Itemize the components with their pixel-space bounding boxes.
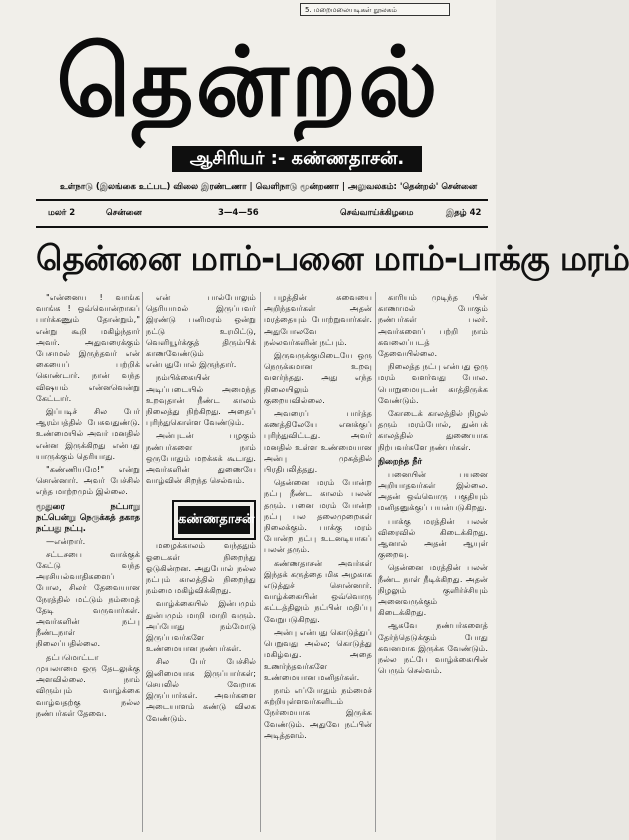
paragraph: "என்னைய ! வாங்க வாங்க ! ஒவ்வொன்றாகப் பார்க்கணும் தோன்றும்," என்று கூறி மகிழ்ந்தார் அவர். அதுவரைக்கும் பேசாமல் இருந்தவர் என் கையைப் பற்றிக் கொண்டார். நான் வந்த விஷயம் என்னவென்று கேட்டார். <box>36 292 140 403</box>
column-divider <box>142 292 143 832</box>
paragraph: தென்னை மரத்தின் பலன் நீண்ட நாள் நீடிக்கிறது. அதன் நிழலும் குளிர்ச்சியும் அனைவருக்கும் கிடைக்கிறது. <box>378 562 488 618</box>
top-rule <box>36 199 488 201</box>
column-divider <box>375 292 376 832</box>
column-divider <box>260 292 261 832</box>
paragraph: —என்றார். <box>46 535 86 546</box>
city-label: சென்னை <box>106 208 142 218</box>
headline: தென்னை மாம்-பனை மாம்-பாக்கு மரம் <box>36 239 629 279</box>
subheading: நிறைந்த நீர் <box>378 455 423 466</box>
paragraph: ஆகவே நண்பர்களைத் தேர்ந்தெடுக்கும் போது கவனமாக இருக்க வேண்டும். நல்ல நட்பே வாழ்க்கையின் பெரும் செல்வம். <box>378 620 488 676</box>
paragraph: பனையின் பயனை அறியாதவர்கள் இல்லை. அதன் ஒவ்வொரு பகுதியும் மனிதனுக்குப் பயன்படுகிறது. <box>378 468 488 513</box>
paragraph: இப்படிச் சில பேர் ஆரம்பத்தில் பேசுவதுண்டு. உண்மையில் அவர் மனதில் என்ன இருக்கிறது என்பது யாருக்கும் தெரியாது. <box>36 406 140 461</box>
paragraph: தட்பமொட்டா முயலாமை ஒரு தேடலுக்கு அளவில்லை. நாம் விரும்பும் வாழ்க்கை வாழ்வதற்கு நல்ல நண்பர்கள் தேவை. <box>36 651 140 718</box>
day-label: செவ்வாய்க்கிழமை <box>340 208 414 218</box>
paragraph: "கண்ணியமே!" என்று சொன்னார். அவர் பேச்சில் எந்த மாற்றமும் இல்லை. <box>36 464 140 497</box>
paragraph: இருவருக்குமிடையே ஒரு நெருக்கமான உறவு வளர்ந்தது. அது எந்த நிலையிலும் குறையவில்லை. <box>264 350 372 405</box>
volume-label: மலர் 2 <box>48 208 76 218</box>
paragraph: சில பேர் பேச்சில் இனிமையாக இருப்பார்கள்; செயலில் வேறாக இருப்பார்கள். அவர்களை அடையாளம் கண்டு விலக வேண்டும். <box>146 656 256 723</box>
paragraph: அன்புடன் பழகும் நண்பர்களை நாம் ஒருபோதும் மறக்கக் கூடாது. அவர்களின் துணையே வாழ்வின் சிறந்த செல்வம். <box>146 430 256 486</box>
author-badge-label: கண்ணதாசன் <box>178 506 250 534</box>
paragraph: அன்பு என்பது கொடுத்துப் பெறுவது அல்ல; கொடுத்து மகிழ்வது. அதை உணர்ந்தவர்களே உண்மையான மனிதர்கள். <box>264 626 372 682</box>
paragraph: என் பால்போலும் தெரியாமல் இருப்பவர் இரண்டு பனிமரம் ஒன்று நட்டு உரமிட்டு, வெளியூர்க்குத் திரும்பிக் காணவேண்டும் என்பதுபோல் இருந்தார். <box>146 292 256 370</box>
paragraph: அவரைப் பார்த்த கணத்திலேயே எனக்குப் புரிந்துவிட்டது. அவர் மனதில் உள்ள உண்மையான அன்பு முகத்தில் பிரதிபலித்தது. <box>264 408 372 475</box>
paragraph: நாம் எப்போதும் நம்மைச் சுற்றியுள்ளவர்களிடம் நேர்மையாக இருக்க வேண்டும். அதுவே நட்பின் அடித்தளம். <box>264 684 372 740</box>
paragraph: சட்டசபை வாக்குக் கேட்டு வந்த அரசியல்வாதிகளைப் போல, சிலர் தேவையான நேரத்தில் மட்டும் நம்மைத் தேடி வருவார்கள். அவர்களின் நட்பு நீண்டநாள் நிலைப்பதில்லை. <box>36 548 140 649</box>
article-column-3 <box>264 292 372 832</box>
paragraph: காரியம் முடிந்த பின் காணாமல் போகும் நண்பர்கள் பலர். அவர்களைப் பற்றி நாம் கவலைப்படத் தேவையில்லை. <box>378 292 488 359</box>
article-column-4 <box>378 292 488 832</box>
price-line: உள்நாடு (இலங்கை உட்பட) விலை இரண்டணா | வெளிநாடு மூன்றணா | அலுவலகம்: 'தென்றல்' சென்னை <box>60 182 478 192</box>
date-label: 3—4—56 <box>218 208 259 218</box>
paragraph: பழத்தின் சுவையை அறிந்தவர்கள் அதன் மரத்தையும் போற்றுவார்கள். அதுபோலவே நல்லவர்களின் நட்பும். <box>264 292 372 347</box>
article-column-2 <box>146 292 256 832</box>
paragraph: கண்ணதாசன் அவர்கள் இந்தக் கருத்தை மிக அழகாக எடுத்துச் சொன்னார். வாழ்க்கையின் ஒவ்வொரு கட்டத்திலும் நட்பின் மதிப்பு வேறுபடுகிறது. <box>264 557 372 624</box>
issue-info-row <box>48 205 488 221</box>
issue-number-label: இதழ் 42 <box>446 208 482 218</box>
paragraph: பாக்கு மரத்தின் பலன் விரைவில் கிடைக்கிறது. ஆனால் அதன் ஆயுள் குறைவு. <box>378 515 488 560</box>
subheading: மூதுரை நட்பாறு நட்பென்று நெருக்கத் தகாத நட்பது நட்பு. <box>36 500 140 533</box>
paragraph: வாழ்க்கையில் இன்பமும் துன்பமும் மாறி மாறி வரும். அப்போது நம்மோடு இருப்பவர்களே உண்மையான நண்பர்கள். <box>146 598 256 654</box>
paragraph: நம்பிக்கையின் அடிப்படையில் அமைந்த உறவுதான் நீண்ட காலம் நிலைத்து நிற்கிறது. அதைப் புரிந்துகொள்ள வேண்டும். <box>146 372 256 428</box>
editor-banner: ஆசிரியர் :- கண்ணதாசன். <box>172 146 422 172</box>
article-column-1 <box>36 292 140 832</box>
masthead-title: தென்றல் <box>56 25 440 138</box>
library-stamp: 5. மறைமலையடிகள் நூலகம் <box>300 3 450 16</box>
paragraph: மழைக்காலம் வந்ததும் ஓடைகள் நிறைந்து ஓடுகின்றன. அதுபோல் நல்ல நட்பும் காலத்தில் நிறைந்து நம்மை மகிழ்விக்கிறது. <box>146 540 256 596</box>
paragraph: நிலைத்த நட்பு என்பது ஒரு மரம் வளர்வது போல. பொறுமையுடன் காத்திருக்க வேண்டும். <box>378 361 488 405</box>
author-badge <box>172 500 256 540</box>
bottom-rule <box>36 226 488 228</box>
paragraph: தென்னை மரம் போன்ற நட்பு நீண்ட காலம் பலன் தரும். பனை மரம் போன்ற நட்பு பல தலைமுறைகள் நிலைக்கும். பாக்கு மரம் போன்ற நட்பு உடனடியாகப் பலன் தரும். <box>264 477 372 555</box>
paragraph: கோடைக் காலத்தில் நிழல் தரும் மரம்போல், துன்பக் காலத்தில் துணையாக நிற்பவர்களே நண்பர்கள். <box>378 408 488 452</box>
